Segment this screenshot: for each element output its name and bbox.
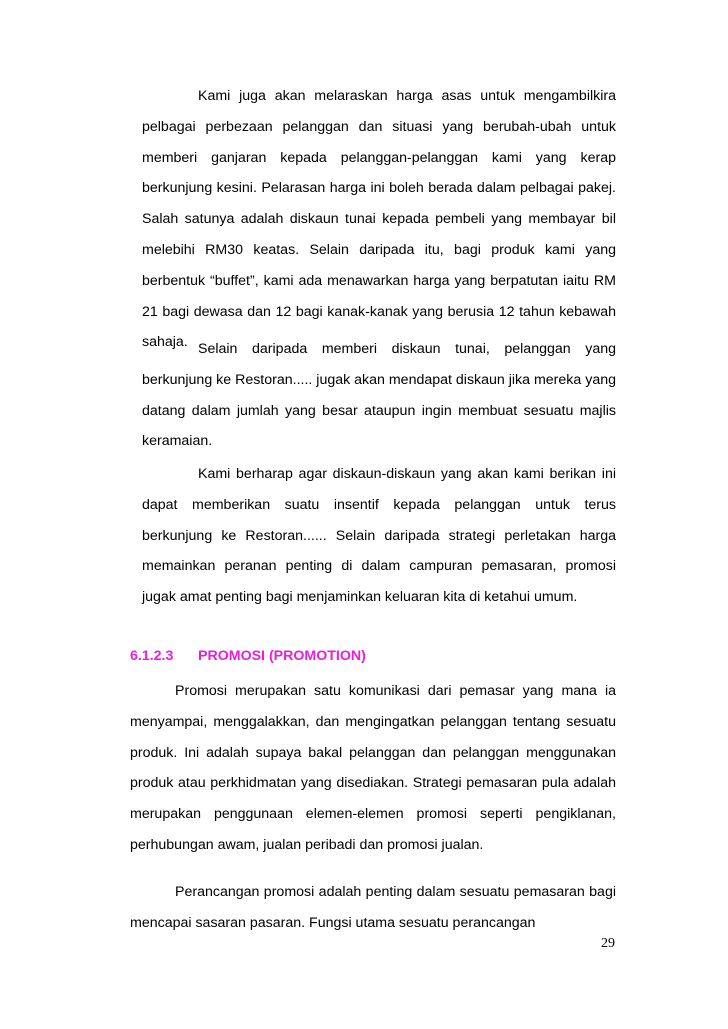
section-title: PROMOSI (PROMOTION) <box>198 648 366 664</box>
section-number: 6.1.2.3 <box>130 648 174 664</box>
paragraph-promotion-planning: Perancangan promosi adalah penting dalam sesuatu pemasaran bagi mencapai sasaran pasaran. Fungsi utama sesuatu perancangan <box>130 884 616 931</box>
paragraph-promotion-definition: Promosi merupakan satu komunikasi dari pemasar yang mana ia menyampai, menggalakkan, dan mengingatkan pelanggan tentang sesuatu produk. Ini adalah supaya bakal pelanggan dan pelanggan menggunakan produk atau perkhidmatan yang disediakan. Strategi pemasaran pula adalah merupakan penggunaan elemen-elemen promosi seperti pengiklanan, perhubungan awam, jualan peribadi dan promosi jualan. <box>130 683 616 853</box>
paragraph-group-discount: Selain daripada memberi diskaun tunai, pelanggan yang berkunjung ke Restoran..... jugak akan mendapat diskaun jika mereka yang datang dalam jumlah yang besar ataupun ingin membuat sesuatu majlis keramaian. <box>142 341 616 450</box>
section-heading <box>130 646 366 666</box>
page-number: 29 <box>601 936 615 951</box>
paragraph-discount-incentive: Kami berharap agar diskaun-diskaun yang akan kami berikan ini dapat memberikan suatu insentif kepada pelanggan untuk terus berkunjung ke Restoran...... Selain daripada strategi perletakan harga memainkan peranan penting di dalam campuran pemasaran, promosi jugak amat penting bagi menjaminkan keluaran kita di ketahui umum. <box>142 466 616 606</box>
paragraph-price-adjustment: Kami juga akan melaraskan harga asas untuk mengambilkira pelbagai perbezaan pelanggan dan situasi yang berubah-ubah untuk memberi ganjaran kepada pelanggan-pelanggan kami yang kerap berkunjung kesini. Pelarasan harga ini boleh berada dalam pelbagai pakej. Salah satunya adalah diskaun tunai kepada pembeli yang membayar bil melebihi RM30 keatas. Selain daripada itu, bagi produk kami yang berbentuk “buffet”, kami ada menawarkan harga yang berpatutan iaitu RM 21 bagi dewasa dan 12 bagi kanak-kanak yang berusia 12 tahun kebawah sahaja. <box>142 88 616 351</box>
